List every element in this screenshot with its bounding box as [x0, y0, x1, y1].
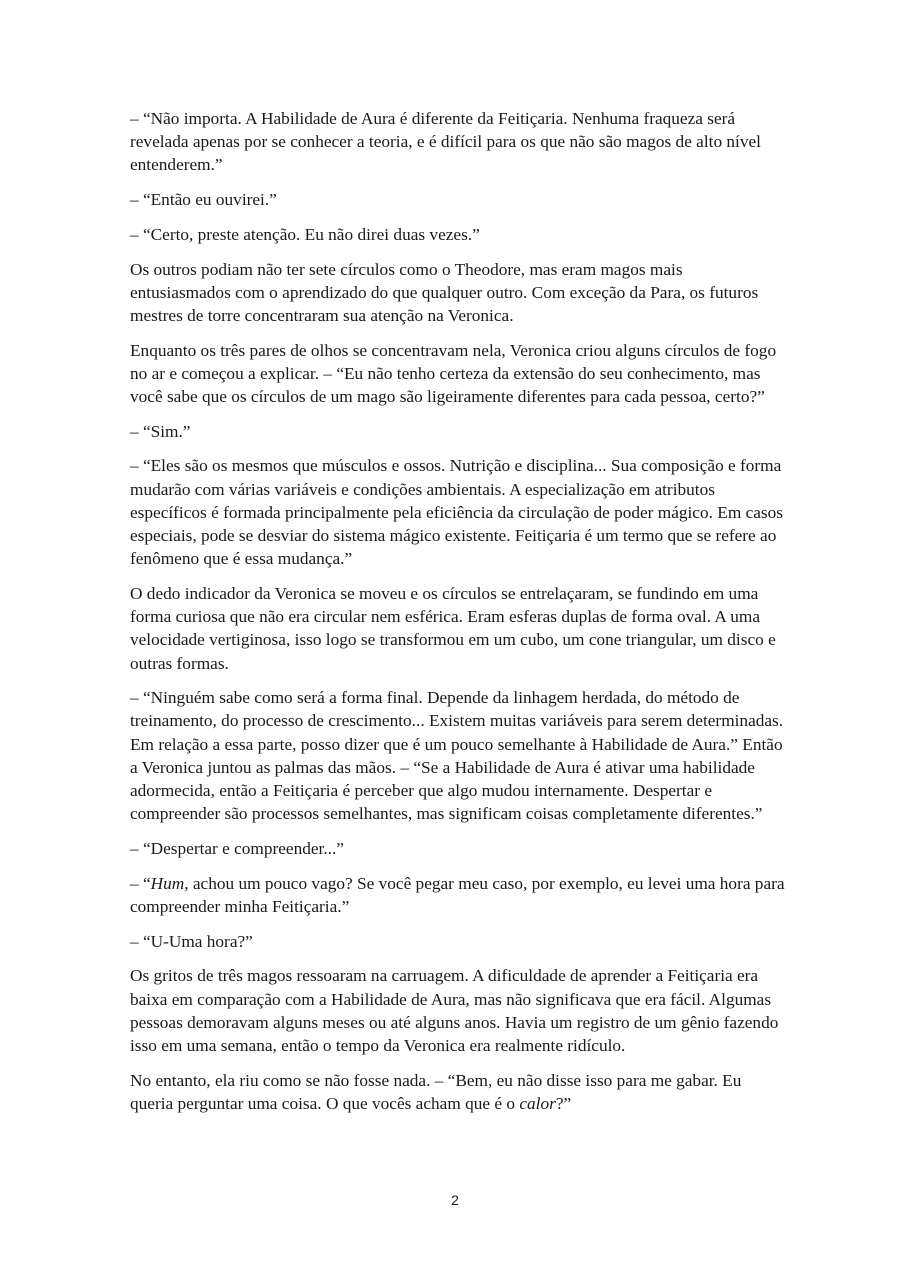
paragraph	[130, 454, 785, 570]
text-segment: , achou um pouco vago? Se você pegar meu caso, por exemplo, eu levei uma hora para compreender minha Feitiçaria.”	[130, 873, 785, 916]
text-segment: No entanto, ela riu como se não fosse nada. – “Bem, eu não disse isso para me gabar. Eu queria perguntar uma coisa. O que vocês acham que é o	[130, 1070, 742, 1113]
text-segment: – “Sim.”	[130, 421, 191, 441]
text-segment: – “Eles são os mesmos que músculos e ossos. Nutrição e disciplina... Sua composição e forma mudarão com várias variáveis e condições ambientais. A especialização em atributos específicos é formada principalmente pela eficiência da circulação de poder mágico. Em casos especiais, pode se desviar do sistema mágico existente. Feitiçaria é um termo que se refere ao fenômeno que é essa mudança.”	[130, 456, 784, 569]
paragraph	[130, 686, 785, 825]
text-segment: – “Então eu ouvirei.”	[130, 190, 277, 210]
page-number: 2	[451, 1192, 459, 1208]
paragraph	[130, 258, 785, 328]
italic-text: Hum	[150, 873, 185, 893]
text-segment: O dedo indicador da Veronica se moveu e os círculos se entrelaçaram, se fundindo em uma forma curiosa que não era circular nem esférica. Eram esferas duplas de forma oval. A uma velocidade vertiginosa, isso logo se transformou em um cubo, um cone triangular, um disco e outras formas.	[130, 583, 776, 673]
document-body	[130, 107, 785, 1127]
paragraph	[130, 837, 785, 860]
text-segment: Os outros podiam não ter sete círculos como o Theodore, mas eram magos mais entusiasmados com o aprendizado do que qualquer outro. Com exceção da Para, os futuros mestres de torre concentraram sua atenção na Veronica.	[130, 259, 759, 325]
paragraph	[130, 223, 785, 246]
text-segment: – “Ninguém sabe como será a forma final. Depende da linhagem herdada, do método de treinamento, do processo de crescimento... Existem muitas variáveis para serem determinadas. Em relação a essa parte, posso dizer que é um pouco semelhante à Habilidade de Aura.” Então a Veronica juntou as palmas das mãos. – “Se a Habilidade de Aura é ativar uma habilidade adormecida, então a Feitiçaria é perceber que algo mudou internamente. Despertar e compreender são processos semelhantes, mas significam coisas completamente diferentes.”	[130, 688, 784, 824]
paragraph	[130, 1069, 785, 1115]
paragraph	[130, 964, 785, 1057]
text-segment: – “U-Uma hora?”	[130, 931, 253, 951]
paragraph	[130, 107, 785, 177]
paragraph	[130, 872, 785, 918]
text-segment: – “Certo, preste atenção. Eu não direi duas vezes.”	[130, 224, 480, 244]
paragraph	[130, 339, 785, 409]
text-segment: ?”	[555, 1093, 572, 1113]
text-segment: – “	[130, 873, 151, 893]
italic-text: calor	[519, 1093, 556, 1113]
paragraph	[130, 930, 785, 953]
paragraph	[130, 188, 785, 211]
text-segment: Enquanto os três pares de olhos se concentravam nela, Veronica criou alguns círculos de fogo no ar e começou a explicar. – “Eu não tenho certeza da extensão do seu conhecimento, mas você sabe que os círculos de um mago são ligeiramente diferentes para cada pessoa, certo?”	[130, 340, 777, 407]
text-segment: Os gritos de três magos ressoaram na carruagem. A dificuldade de aprender a Feitiçaria era baixa em comparação com a Habilidade de Aura, mas não significava que era fácil. Algumas pessoas demoravam alguns meses ou até alguns anos. Havia um registro de um gênio fazendo isso em uma semana, então o tempo da Veronica era realmente ridículo.	[130, 966, 779, 1055]
paragraph	[130, 582, 785, 675]
text-segment: – “Não importa. A Habilidade de Aura é diferente da Feitiçaria. Nenhuma fraqueza será revelada apenas por se conhecer a teoria, e é difícil para os que não são magos de alto nível entenderem.”	[130, 109, 761, 175]
paragraph	[130, 420, 785, 443]
text-segment: – “Despertar e compreender...”	[130, 838, 344, 858]
